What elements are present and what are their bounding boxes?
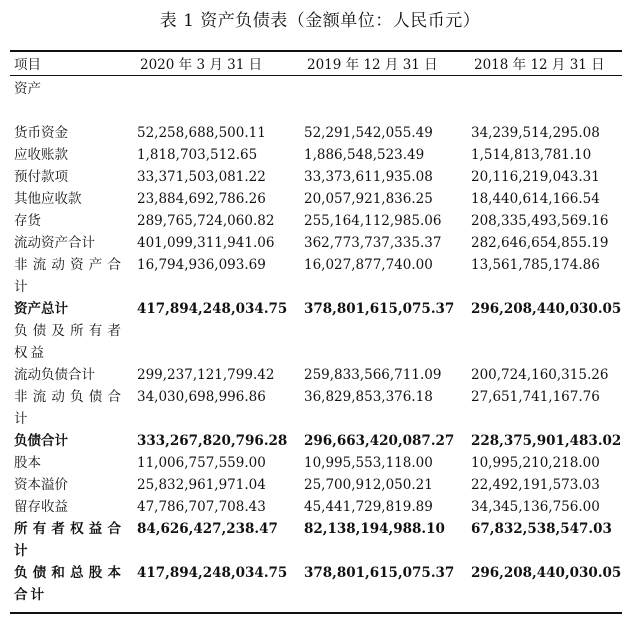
value-2018: 34,345,136,756.00 [471,499,600,515]
value-2018: 34,239,514,295.08 [471,125,600,141]
value-2018: 228,375,901,483.02 [471,433,622,449]
value-2018: 20,116,219,043.31 [471,169,600,185]
value-2019: 45,441,729,819.89 [304,499,433,515]
value-2018: 1,514,813,781.10 [471,147,592,163]
value-2018: 282,646,654,855.19 [471,235,609,251]
row-label: 负债和总股本合计 [14,565,124,603]
value-2020: 33,371,503,081.22 [137,169,266,185]
header-rule [10,75,622,76]
row-label: 非流动资产合计 [14,257,124,295]
value-2019: 10,995,553,118.00 [304,455,433,471]
value-2019: 255,164,112,985.06 [304,213,442,229]
row-label: 存货 [14,213,41,229]
row-label: 非流动负债合计 [14,389,124,427]
top-rule [10,50,622,52]
bottom-rule [10,612,622,614]
value-2020: 16,794,936,093.69 [137,257,266,273]
value-2019: 36,829,853,376.18 [304,389,433,405]
value-2019: 33,373,611,935.08 [304,169,433,185]
value-2019: 296,663,420,087.27 [304,433,455,449]
row-label: 负债及所有者权益 [14,323,124,361]
row-label: 流动负债合计 [14,367,95,383]
value-2018: 296,208,440,030.05 [471,301,622,317]
row-label: 股本 [14,455,41,471]
value-2020: 11,006,757,559.00 [137,455,266,471]
value-2020: 23,884,692,786.26 [137,191,266,207]
header-col-2018-12-31: 2018 年 12 月 31 日 [474,57,605,73]
value-2020: 52,258,688,500.11 [137,125,266,141]
value-2020: 289,765,724,060.82 [137,213,275,229]
value-2018: 208,335,493,569.16 [471,213,609,229]
value-2018: 67,832,538,547.03 [471,521,612,537]
value-2018: 22,492,191,573.03 [471,477,600,493]
value-2020: 25,832,961,971.04 [137,477,266,493]
value-2020: 1,818,703,512.65 [137,147,258,163]
value-2018: 18,440,614,166.54 [471,191,600,207]
row-label: 资本溢价 [14,477,68,493]
row-label: 资产 [14,81,41,97]
value-2019: 25,700,912,050.21 [304,477,433,493]
value-2019: 259,833,566,711.09 [304,367,442,383]
table-title: 表 1 资产负债表（金额单位：人民币元） [159,11,481,31]
value-2020: 417,894,248,034.75 [137,565,288,581]
value-2020: 47,786,707,708.43 [137,499,266,515]
row-label: 资产总计 [14,301,68,317]
row-label: 负债合计 [14,433,68,449]
value-2018: 27,651,741,167.76 [471,389,600,405]
value-2019: 1,886,548,523.49 [304,147,425,163]
value-2019: 52,291,542,055.49 [304,125,433,141]
value-2020: 299,237,121,799.42 [137,367,275,383]
value-2019: 378,801,615,075.37 [304,301,455,317]
value-2020: 34,030,698,996.86 [137,389,266,405]
row-label: 所有者权益合计 [14,521,124,559]
row-label: 其他应收款 [14,191,82,207]
row-label: 货币资金 [14,125,68,141]
row-label: 预付款项 [14,169,68,185]
value-2020: 401,099,311,941.06 [137,235,275,251]
header-item: 项目 [14,57,41,73]
value-2019: 20,057,921,836.25 [304,191,433,207]
header-col-2020-03-31: 2020 年 3 月 31 日 [140,57,263,73]
value-2019: 82,138,194,988.10 [304,521,445,537]
header-col-2019-12-31: 2019 年 12 月 31 日 [307,57,438,73]
value-2018: 296,208,440,030.05 [471,565,622,581]
value-2019: 16,027,877,740.00 [304,257,433,273]
value-2019: 362,773,737,335.37 [304,235,442,251]
value-2020: 84,626,427,238.47 [137,521,278,537]
row-label: 应收账款 [14,147,68,163]
value-2018: 10,995,210,218.00 [471,455,600,471]
value-2018: 13,561,785,174.86 [471,257,600,273]
value-2020: 333,267,820,796.28 [137,433,288,449]
row-label: 流动资产合计 [14,235,95,251]
row-label: 留存收益 [14,499,68,515]
value-2018: 200,724,160,315.26 [471,367,609,383]
value-2020: 417,894,248,034.75 [137,301,288,317]
value-2019: 378,801,615,075.37 [304,565,455,581]
